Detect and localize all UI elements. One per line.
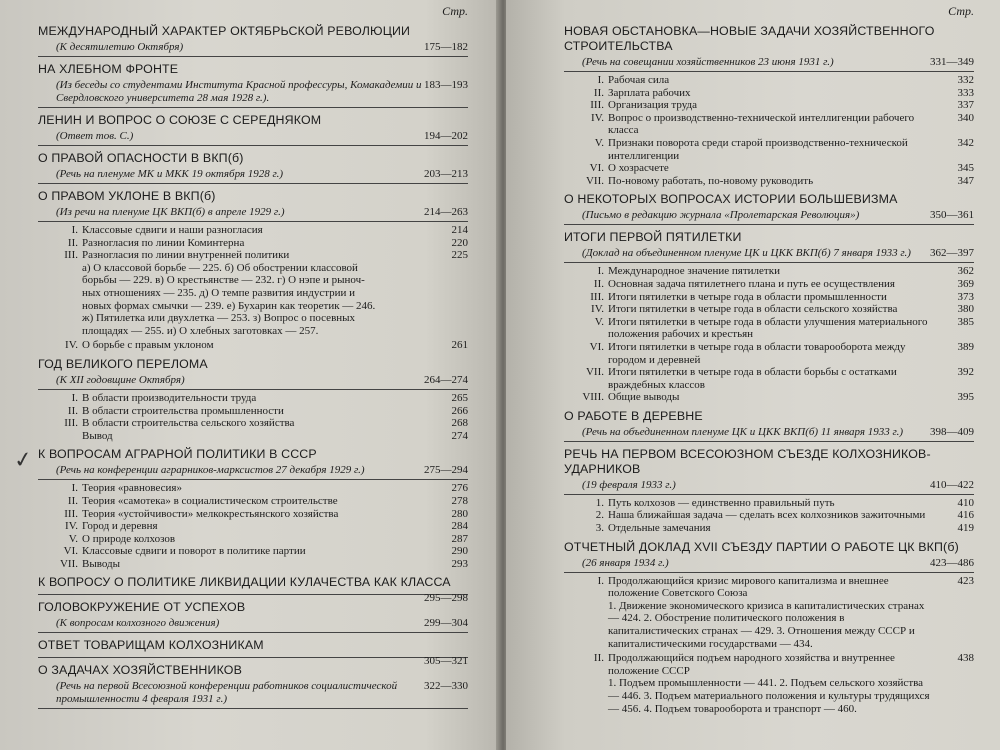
- section-title: НОВАЯ ОБСТАНОВКА—НОВЫЕ ЗАДАЧИ ХОЗЯЙСТВЕННОГО СТРОИТЕЛЬСТВА: [564, 24, 935, 53]
- item-number: III.: [64, 417, 78, 430]
- list-item: [38, 495, 468, 508]
- section-title: НА ХЛЕБНОМ ФРОНТЕ: [38, 62, 179, 76]
- item-page: 280: [451, 507, 468, 520]
- subtitle-text: (Ответ тов. С.): [56, 130, 134, 142]
- list-item: [564, 522, 974, 535]
- item-text: Город и деревня: [82, 520, 158, 533]
- toc-section: [564, 540, 974, 716]
- item-text: О борьбе с правым уклоном: [82, 339, 214, 352]
- item-page: 268: [451, 417, 468, 430]
- item-page: 225: [451, 249, 468, 262]
- item-text: Основная задача пятилетнего плана и путь ее осуществления: [608, 277, 895, 290]
- section-title: О ЗАДАЧАХ ХОЗЯЙСТВЕННИКОВ: [38, 663, 243, 678]
- list-item: [564, 265, 974, 278]
- item-text: Продолжающийся подъем народного хозяйства и внутреннее положение СССР: [608, 652, 895, 677]
- toc-section: [564, 447, 974, 535]
- section-subtitle: [38, 590, 468, 605]
- checkmark-icon: ✓: [12, 446, 35, 475]
- item-list: [38, 482, 468, 570]
- section-subtitle: [38, 204, 468, 222]
- item-number: I.: [597, 74, 604, 86]
- list-item: [38, 545, 468, 558]
- section-title: К ВОПРОСУ О ПОЛИТИКЕ ЛИКВИДАЦИИ КУЛАЧЕСТВА КАК КЛАССА: [38, 575, 451, 590]
- item-page: 342: [957, 136, 974, 149]
- page-range: 175—182: [424, 41, 468, 53]
- item-page: 438: [957, 652, 974, 665]
- item-detail: 1. Подъем промышленности — 441. 2. Подъем сельского хозяйства — 446. 3. Подъем материального положения и культуры трудящихся — 456. 4. Подъем товарооборота и транспорт — 460.: [608, 677, 930, 715]
- item-text: Итоги пятилетки в четыре года в области борьбы с остатками враждебных классов: [608, 366, 897, 391]
- item-text: Теория «устойчивости» мелкокрестьянского хозяйства: [82, 507, 339, 520]
- item-text: Вывод: [82, 429, 113, 442]
- item-text: Теория «равновесия»: [82, 482, 182, 495]
- item-page: 337: [957, 99, 974, 112]
- section-title: ГОЛОВОКРУЖЕНИЕ ОТ УСПЕХОВ: [38, 600, 246, 615]
- item-number: II.: [67, 494, 78, 507]
- list-item: [564, 316, 974, 341]
- section-title: О НЕКОТОРЫХ ВОПРОСАХ ИСТОРИИ БОЛЬШЕВИЗМА: [564, 192, 898, 207]
- item-number: VIII.: [582, 391, 604, 404]
- page-column-header: Стр.: [948, 4, 974, 18]
- toc-section: [38, 357, 468, 442]
- list-item: [38, 558, 468, 571]
- item-number: I.: [597, 265, 604, 278]
- item-number: I.: [71, 391, 78, 404]
- list-item: [564, 652, 974, 677]
- item-number: 3.: [595, 522, 604, 535]
- section-subtitle: [564, 477, 974, 495]
- list-item: [564, 175, 974, 188]
- item-page: 276: [451, 482, 468, 495]
- subtitle-text: (Из речи на пленуме ЦК ВКП(б) в апреле 1929 г.): [56, 206, 285, 218]
- item-number: II.: [593, 652, 604, 665]
- item-text: О природе колхозов: [82, 532, 176, 545]
- section-title: О РАБОТЕ В ДЕРЕВНЕ: [564, 408, 703, 423]
- item-number: IV.: [591, 303, 604, 316]
- item-text: Путь колхозов — единственно правильный путь: [608, 496, 835, 509]
- list-item: [38, 249, 468, 262]
- list-item: [564, 341, 974, 366]
- item-text: Итоги пятилетки в четыре года в области сельского хозяйства: [608, 303, 898, 316]
- item-number: III.: [590, 290, 604, 303]
- list-item: [564, 391, 974, 404]
- item-page: 395: [957, 391, 974, 404]
- subtitle-text: (Из беседы со студентами Института Красной профессуры, Комакадемии и Свердловского университета 28 мая 1928 г.).: [56, 79, 422, 104]
- item-page: 385: [957, 315, 974, 328]
- subtitle-text: (Речь на пленуме МК и МКК 19 октября 1928 г.): [56, 168, 284, 180]
- item-number: IV.: [65, 520, 78, 533]
- toc-section: [38, 62, 468, 108]
- item-number: I.: [71, 224, 78, 236]
- list-item: [38, 520, 468, 533]
- page-range: 305—321: [424, 655, 468, 668]
- item-number: II.: [67, 236, 78, 249]
- page-range: 299—304: [424, 617, 468, 630]
- section-subtitle: [38, 462, 468, 480]
- toc-section: [38, 113, 468, 146]
- list-item: [38, 405, 468, 418]
- subtitle-text: (Письмо в редакцию журнала «Пролетарская Революция»): [582, 209, 860, 222]
- section-subtitle: [38, 615, 468, 633]
- item-list: [38, 392, 468, 442]
- item-text: Итоги пятилетки в четыре года в области улучшения материального положения рабочих и крестьян: [608, 315, 928, 341]
- page-range: 183—193: [424, 79, 468, 91]
- list-item: [564, 278, 974, 291]
- item-text: Итоги пятилетки в четыре года в области товарооборота между городом и деревней: [608, 340, 906, 366]
- item-number: [38, 430, 82, 443]
- item-detail: новых формах смычки — 239. е) Бухарин как теоретик — 246.: [82, 299, 376, 312]
- toc-section: [38, 575, 468, 605]
- section-subtitle: [564, 207, 974, 225]
- section-title: О ПРАВОЙ ОПАСНОСТИ В ВКП(б): [38, 151, 244, 165]
- item-text: Отдельные замечания: [608, 522, 711, 535]
- item-number: VII.: [59, 557, 78, 570]
- list-item: [564, 575, 974, 600]
- page-column-header: Стр.: [442, 4, 468, 18]
- item-page: 369: [957, 277, 974, 290]
- section-subtitle: [38, 678, 468, 709]
- page-range: 423—486: [930, 556, 974, 569]
- toc-section: [564, 230, 974, 404]
- item-number: VI.: [63, 545, 78, 558]
- item-text: Разногласия по линии Коминтерна: [82, 236, 245, 249]
- item-page: 278: [451, 494, 468, 507]
- item-text: Классовые сдвиги и наши разногласия: [82, 224, 263, 236]
- section-subtitle: [564, 555, 974, 573]
- item-page: 389: [957, 340, 974, 353]
- item-page: 416: [957, 509, 974, 522]
- item-page: 265: [451, 391, 468, 404]
- item-detail: ж) Пятилетка или двухлетка — 253. з) Вопрос о посевных: [82, 312, 356, 325]
- section-title: РЕЧЬ НА ПЕРВОМ ВСЕСОЮЗНОМ СЪЕЗДЕ КОЛХОЗНИКОВ-УДАРНИКОВ: [564, 446, 931, 476]
- item-number: IV.: [65, 339, 78, 352]
- subtitle-text: (Речь на объединенном пленуме ЦК и ЦКК ВКП(б) 11 января 1933 г.): [582, 425, 904, 438]
- item-page: 293: [451, 557, 468, 570]
- item-list: [564, 265, 974, 404]
- toc-section: [38, 151, 468, 184]
- item-number: II.: [593, 277, 604, 290]
- page-range: 362—397: [930, 247, 974, 260]
- subtitle-text: (26 января 1934 г.): [582, 556, 669, 569]
- list-item: [564, 303, 974, 316]
- toc-section: [564, 192, 974, 225]
- item-list: [564, 74, 974, 187]
- list-item: [38, 482, 468, 495]
- list-item: [564, 87, 974, 100]
- list-item: [38, 417, 468, 430]
- item-number: VI.: [589, 340, 604, 353]
- section-title: ГОД ВЕЛИКОГО ПЕРЕЛОМА: [38, 356, 208, 371]
- item-page: 362: [957, 265, 974, 278]
- right-toc: [564, 24, 974, 715]
- item-text: Итоги пятилетки в четыре года в области промышленности: [608, 290, 887, 303]
- list-item: [564, 162, 974, 175]
- list-item: [38, 237, 468, 250]
- section-subtitle: [38, 128, 468, 146]
- subtitle-text: (19 февраля 1933 г.): [582, 478, 676, 491]
- item-text: Международное значение пятилетки: [608, 265, 780, 278]
- list-item: [564, 509, 974, 522]
- item-number: III.: [64, 249, 78, 262]
- subtitle-text: (Речь на первой Всесоюзной конференции работников социалистической промышленности 4 февраля 1931 г.): [56, 680, 398, 706]
- subtitle-text: (Доклад на объединенном пленуме ЦК и ЦКК ВКП(б) 7 января 1933 г.): [582, 247, 911, 260]
- item-text: Вопрос о производственно-технической интеллигенции рабочего класса: [608, 111, 915, 137]
- section-subtitle: [564, 54, 974, 72]
- item-detail: ных отношениях — 235. д) О темпе развития индустрии и: [82, 286, 356, 299]
- section-subtitle: [38, 372, 468, 390]
- item-list: [564, 575, 974, 600]
- list-item: [38, 508, 468, 521]
- subtitle-text: (К вопросам колхозного движения): [56, 617, 220, 630]
- item-text: Наша ближайшая задача — сделать всех колхозников зажиточными: [608, 509, 926, 522]
- item-text: По-новому работать, по-новому руководить: [608, 174, 814, 187]
- item-page: 332: [957, 74, 974, 86]
- section-title: К ВОПРОСАМ АГРАРНОЙ ПОЛИТИКИ В СССР: [38, 447, 317, 462]
- page-range: 322—330: [424, 680, 468, 693]
- item-number: VI.: [589, 162, 604, 175]
- item-number: II.: [67, 404, 78, 417]
- item-number: I.: [597, 574, 604, 587]
- item-page: 284: [451, 520, 468, 533]
- page-range: 264—274: [424, 373, 468, 386]
- list-item: [38, 533, 468, 546]
- section-subtitle: [38, 77, 468, 108]
- item-text: Продолжающийся кризис мирового капитализма и внешнее положение Советского Союза: [608, 574, 889, 600]
- section-title: ЛЕНИН И ВОПРОС О СОЮЗЕ С СЕРЕДНЯКОМ: [38, 113, 322, 127]
- item-page: 380: [957, 303, 974, 316]
- item-text: Разногласия по линии внутренней политики: [82, 249, 290, 262]
- toc-section: [38, 189, 468, 352]
- section-subtitle: [564, 245, 974, 263]
- list-item: [564, 137, 974, 162]
- item-list: [564, 497, 974, 535]
- subtitle-text: (К XII годовщине Октября): [56, 373, 185, 386]
- item-page: 333: [957, 86, 974, 99]
- item-number: V.: [594, 315, 604, 328]
- page-range: 398—409: [930, 425, 974, 438]
- item-number: III.: [590, 99, 604, 112]
- item-page: 423: [957, 574, 974, 587]
- item-detail: 1. Движение экономического кризиса в капиталистических странах — 424. 2. Обострение политического положения в капиталистических странах — 429. 3. Отношения между СССР и капиталистическими государствами — 434.: [608, 599, 925, 650]
- item-detail: борьбы — 229. в) О крестьянстве — 232. г) О нэпе и рыноч-: [82, 274, 365, 287]
- item-number: V.: [68, 532, 78, 545]
- section-title: О ПРАВОМ УКЛОНЕ В ВКП(б): [38, 189, 216, 203]
- toc-section: [38, 638, 468, 668]
- item-page: 214: [451, 224, 468, 236]
- item-number: 2.: [595, 509, 604, 522]
- item-list: [564, 652, 974, 677]
- section-title: ОТЧЕТНЫЙ ДОКЛАД XVII СЪЕЗДУ ПАРТИИ О РАБОТЕ ЦК ВКП(б): [564, 539, 959, 554]
- item-text: Общие выводы: [608, 391, 680, 404]
- item-detail: площадях — 255. и) О хлебных заготовках — 257.: [82, 324, 319, 337]
- item-page: 392: [957, 366, 974, 379]
- item-text: Признаки поворота среди старой производственно-технической интеллигенции: [608, 136, 908, 162]
- item-text: Рабочая сила: [608, 74, 670, 86]
- page-range: 410—422: [930, 478, 974, 491]
- page-range: 194—202: [424, 130, 468, 142]
- list-item: [38, 430, 468, 443]
- item-page: 340: [957, 111, 974, 124]
- item-text: Классовые сдвиги и поворот в политике партии: [82, 545, 306, 558]
- item-page: 220: [451, 236, 468, 249]
- item-text: Выводы: [82, 557, 121, 570]
- list-item: [38, 339, 468, 352]
- item-page: 419: [957, 522, 974, 535]
- page-range: 331—349: [930, 56, 974, 68]
- section-subtitle: [38, 653, 468, 668]
- item-page: 347: [957, 174, 974, 187]
- item-text: О хозрасчете: [608, 162, 669, 175]
- list-item: [38, 224, 468, 237]
- right-page-content: [564, 4, 974, 715]
- list-item: [564, 291, 974, 304]
- item-page: 373: [957, 290, 974, 303]
- item-text: В области производительности труда: [82, 391, 257, 404]
- toc-section: [38, 447, 468, 570]
- section-title: МЕЖДУНАРОДНЫЙ ХАРАКТЕР ОКТЯБРЬСКОЙ РЕВОЛЮЦИИ: [38, 24, 411, 38]
- item-list: [38, 339, 468, 352]
- item-number: I.: [71, 482, 78, 495]
- item-text: В области строительства сельского хозяйства: [82, 417, 295, 430]
- item-number: III.: [64, 507, 78, 520]
- list-item: [564, 112, 974, 137]
- right-page: [506, 0, 1000, 750]
- item-number: IV.: [591, 111, 604, 124]
- page-range: 275—294: [424, 464, 468, 477]
- item-text: В области строительства промышленности: [82, 404, 284, 417]
- item-page: 290: [451, 545, 468, 558]
- item-number: VII.: [585, 174, 604, 187]
- section-title: ОТВЕТ ТОВАРИЩАМ КОЛХОЗНИКАМ: [38, 638, 264, 653]
- item-number: II.: [593, 86, 604, 99]
- left-page-content: [38, 4, 468, 709]
- list-item: [564, 74, 974, 87]
- item-number: 1.: [595, 496, 604, 509]
- item-page: 345: [957, 162, 974, 175]
- section-subtitle: [38, 166, 468, 184]
- list-item: [564, 497, 974, 510]
- page-range: 214—263: [424, 206, 468, 218]
- list-item: [564, 99, 974, 112]
- subtitle-text: (К десятилетию Октября): [56, 41, 184, 53]
- page-range: 203—213: [424, 168, 468, 180]
- item-page: 287: [451, 532, 468, 545]
- item-page: 266: [451, 404, 468, 417]
- toc-section: [564, 409, 974, 442]
- item-number: V.: [594, 136, 604, 149]
- section-title: ИТОГИ ПЕРВОЙ ПЯТИЛЕТКИ: [564, 230, 742, 245]
- subtitle-text: (Речь на конференции аграрников-марксистов 27 декабря 1929 г.): [56, 464, 365, 477]
- left-toc: [38, 24, 468, 709]
- page-range: 350—361: [930, 209, 974, 222]
- toc-section: [38, 600, 468, 633]
- toc-section: [38, 24, 468, 57]
- item-detail: а) О классовой борьбе — 225. б) Об обострении классовой: [82, 261, 358, 274]
- item-text: Зарплата рабочих: [608, 86, 691, 99]
- page-range: 295—298: [424, 592, 468, 605]
- item-list: [38, 224, 468, 262]
- item-page: 274: [451, 429, 468, 442]
- toc-section: [38, 663, 468, 709]
- section-subtitle: [564, 424, 974, 442]
- section-subtitle: [38, 39, 468, 57]
- item-page: 261: [451, 339, 468, 352]
- list-item: [564, 366, 974, 391]
- subtitle-text: (Речь на совещании хозяйственников 23 июня 1931 г.): [582, 56, 834, 68]
- item-text: Организация труда: [608, 99, 698, 112]
- item-page: 410: [957, 496, 974, 509]
- list-item: [38, 392, 468, 405]
- item-text: Теория «самотека» в социалистическом строительстве: [82, 494, 338, 507]
- toc-section: [564, 24, 974, 187]
- item-number: VII.: [585, 366, 604, 379]
